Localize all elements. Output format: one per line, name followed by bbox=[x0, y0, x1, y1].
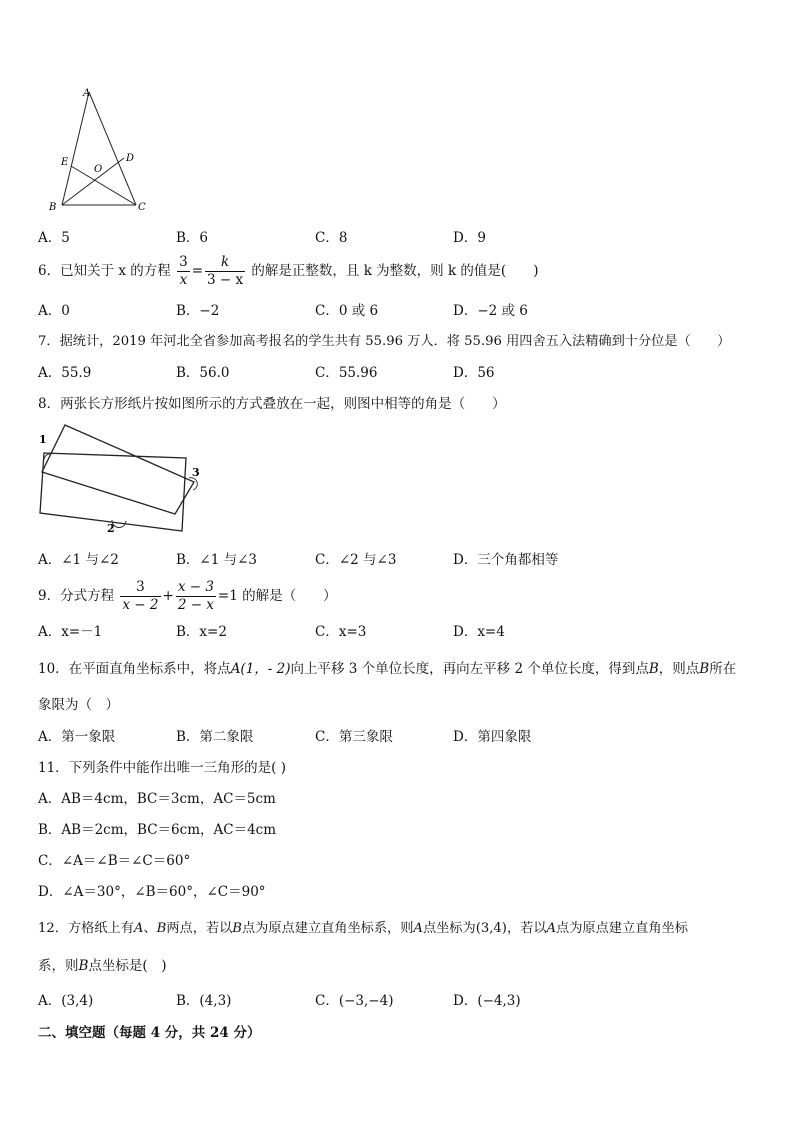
question-12-line-2 bbox=[38, 957, 166, 975]
q7-option-b: B．56.0 bbox=[176, 365, 230, 381]
question-11: 11．下列条件中能作出唯一三角形的是( ) bbox=[38, 760, 287, 776]
q10-text-c: ，则点 bbox=[658, 661, 700, 677]
q12-text-b: 、 bbox=[143, 921, 157, 936]
angle-label-1: 1 bbox=[39, 433, 47, 446]
vertex-label-a: A bbox=[83, 88, 91, 99]
q7-option-c: C．55.96 bbox=[315, 365, 378, 381]
q9-frac1-den: x − 2 bbox=[122, 597, 159, 613]
q12-option-c: C．(−3,−4) bbox=[315, 993, 394, 1009]
q8-option-c: C．∠2 与∠3 bbox=[315, 552, 397, 568]
angle-label-3: 3 bbox=[192, 466, 200, 479]
q6-prefix: 6．已知关于 x 的方程 bbox=[38, 263, 171, 279]
q12-point-b-2: B bbox=[232, 921, 242, 936]
q11-option-d: D．∠A＝30°，∠B＝60°，∠C＝90° bbox=[38, 884, 266, 900]
q9-option-d: D．x=4 bbox=[453, 624, 505, 640]
overlapping-rectangles-figure bbox=[34, 420, 204, 540]
q5-option-b: B．6 bbox=[176, 230, 209, 246]
q6-frac2-num: k bbox=[205, 254, 245, 272]
q9-frac2-num: x − 3 bbox=[177, 579, 214, 595]
question-9 bbox=[38, 579, 337, 614]
q8-option-a: A．∠1 与∠2 bbox=[38, 552, 119, 568]
q5-option-a: A．5 bbox=[38, 230, 70, 246]
q12-text-d: 点为原点建立直角坐标系，则 bbox=[241, 921, 414, 936]
q6-option-c: C．0 或 6 bbox=[315, 303, 379, 319]
q10-option-d: D．第四象限 bbox=[453, 729, 532, 745]
q9-fraction-2 bbox=[176, 579, 216, 614]
question-10-line-1 bbox=[38, 660, 736, 678]
q6-suffix: 的解是正整数，且 k 为整数，则 k 的值是( ) bbox=[251, 263, 539, 279]
q9-option-c: C．x=3 bbox=[315, 624, 367, 640]
q12-text-e: 点坐标为 bbox=[422, 921, 476, 936]
vertex-label-c: C bbox=[138, 202, 146, 213]
q12-point-b: B bbox=[156, 921, 167, 936]
q9-fraction-1 bbox=[120, 579, 160, 614]
triangle-figure bbox=[40, 82, 160, 217]
q12-line2-text-b: 点坐标是( ) bbox=[88, 958, 167, 974]
q6-frac1-num: 3 bbox=[179, 254, 188, 270]
q12-text-f: ，若以 bbox=[506, 921, 547, 936]
q5-option-d: D．9 bbox=[453, 230, 486, 246]
q8-option-d: D．三个角都相等 bbox=[453, 552, 559, 568]
question-7: 7．据统计，2019 年河北全省参加高考报名的学生共有 55.96 万人．将 55.96 用四舍五入法精确到十分位是（ ） bbox=[38, 334, 731, 349]
q12-line2-text-a: 系，则 bbox=[38, 958, 79, 974]
q6-frac1-den: x bbox=[179, 272, 188, 288]
angle-label-2: 2 bbox=[107, 522, 115, 535]
q12-option-d: D．(−4,3) bbox=[453, 993, 521, 1009]
q6-frac2-den: 3 − x bbox=[207, 272, 244, 288]
q9-prefix: 9．分式方程 bbox=[38, 588, 115, 604]
q6-option-b: B．−2 bbox=[176, 303, 220, 319]
q6-option-a: A．0 bbox=[38, 303, 70, 319]
q12-option-a: A．(3,4) bbox=[38, 993, 94, 1009]
q6-eq: = bbox=[191, 263, 203, 279]
q9-frac1-num: 3 bbox=[120, 579, 160, 597]
q9-option-a: A．x=－1 bbox=[38, 624, 103, 640]
q7-option-a: A．55.9 bbox=[38, 365, 92, 381]
vertex-label-b: B bbox=[49, 202, 57, 213]
q10-option-a: A．第一象限 bbox=[38, 729, 116, 745]
q10-text-d: 所在 bbox=[709, 661, 737, 677]
q12-point-b-3: B bbox=[78, 958, 89, 974]
section-heading: 二、填空题（每题 4 分，共 24 分） bbox=[38, 1025, 261, 1041]
q10-text-b: 向上平移 3 个单位长度，再向左平移 2 个单位长度，得到点 bbox=[290, 661, 649, 677]
question-12-line-1 bbox=[38, 920, 688, 938]
q12-text-a: 12．方格纸上有 bbox=[38, 921, 134, 936]
q9-suffix: =1 的解是（ ） bbox=[217, 588, 337, 604]
vertex-label-e: E bbox=[61, 157, 69, 168]
vertex-label-o: O bbox=[94, 164, 103, 175]
q8-option-b: B．∠1 与∠3 bbox=[176, 552, 258, 568]
q12-point-a-3: A bbox=[546, 921, 557, 936]
q11-option-a: A．AB＝4cm，BC＝3cm，AC＝5cm bbox=[38, 791, 276, 807]
q6-fraction-1 bbox=[177, 254, 190, 289]
q12-coordinate: (3,4) bbox=[475, 921, 507, 936]
vertex-label-d: D bbox=[126, 153, 135, 164]
q10-option-b: B．第二象限 bbox=[176, 729, 254, 745]
q10-point-a: A(1，- 2) bbox=[230, 661, 291, 677]
q10-text-a: 10．在平面直角坐标系中，将点 bbox=[38, 661, 231, 677]
q12-point-a: A bbox=[133, 921, 144, 936]
q12-text-g: 点为原点建立直角坐标 bbox=[556, 921, 688, 936]
q9-frac2-den: 2 − x bbox=[177, 597, 214, 613]
q6-fraction-2 bbox=[205, 254, 245, 289]
q10-point-b: B bbox=[648, 661, 659, 677]
q6-option-d: D．−2 或 6 bbox=[453, 303, 528, 319]
q12-option-b: B．(4,3) bbox=[176, 993, 232, 1009]
q10-point-b-2: B bbox=[699, 661, 710, 677]
q9-option-b: B．x=2 bbox=[176, 624, 227, 640]
q9-plus: + bbox=[162, 588, 174, 604]
q12-text-c: 两点，若以 bbox=[166, 921, 233, 936]
q11-option-c: C．∠A＝∠B＝∠C＝60° bbox=[38, 853, 191, 869]
question-6 bbox=[38, 254, 538, 289]
q5-option-c: C．8 bbox=[315, 230, 348, 246]
question-10-line-2: 象限为（ ） bbox=[38, 697, 119, 713]
q11-option-b: B．AB＝2cm，BC＝6cm，AC＝4cm bbox=[38, 822, 277, 838]
q12-point-a-2: A bbox=[413, 921, 423, 936]
q10-option-c: C．第三象限 bbox=[315, 729, 393, 745]
q7-option-d: D．56 bbox=[453, 365, 495, 381]
question-8: 8．两张长方形纸片按如图所示的方式叠放在一起，则图中相等的角是（ ） bbox=[38, 396, 506, 412]
